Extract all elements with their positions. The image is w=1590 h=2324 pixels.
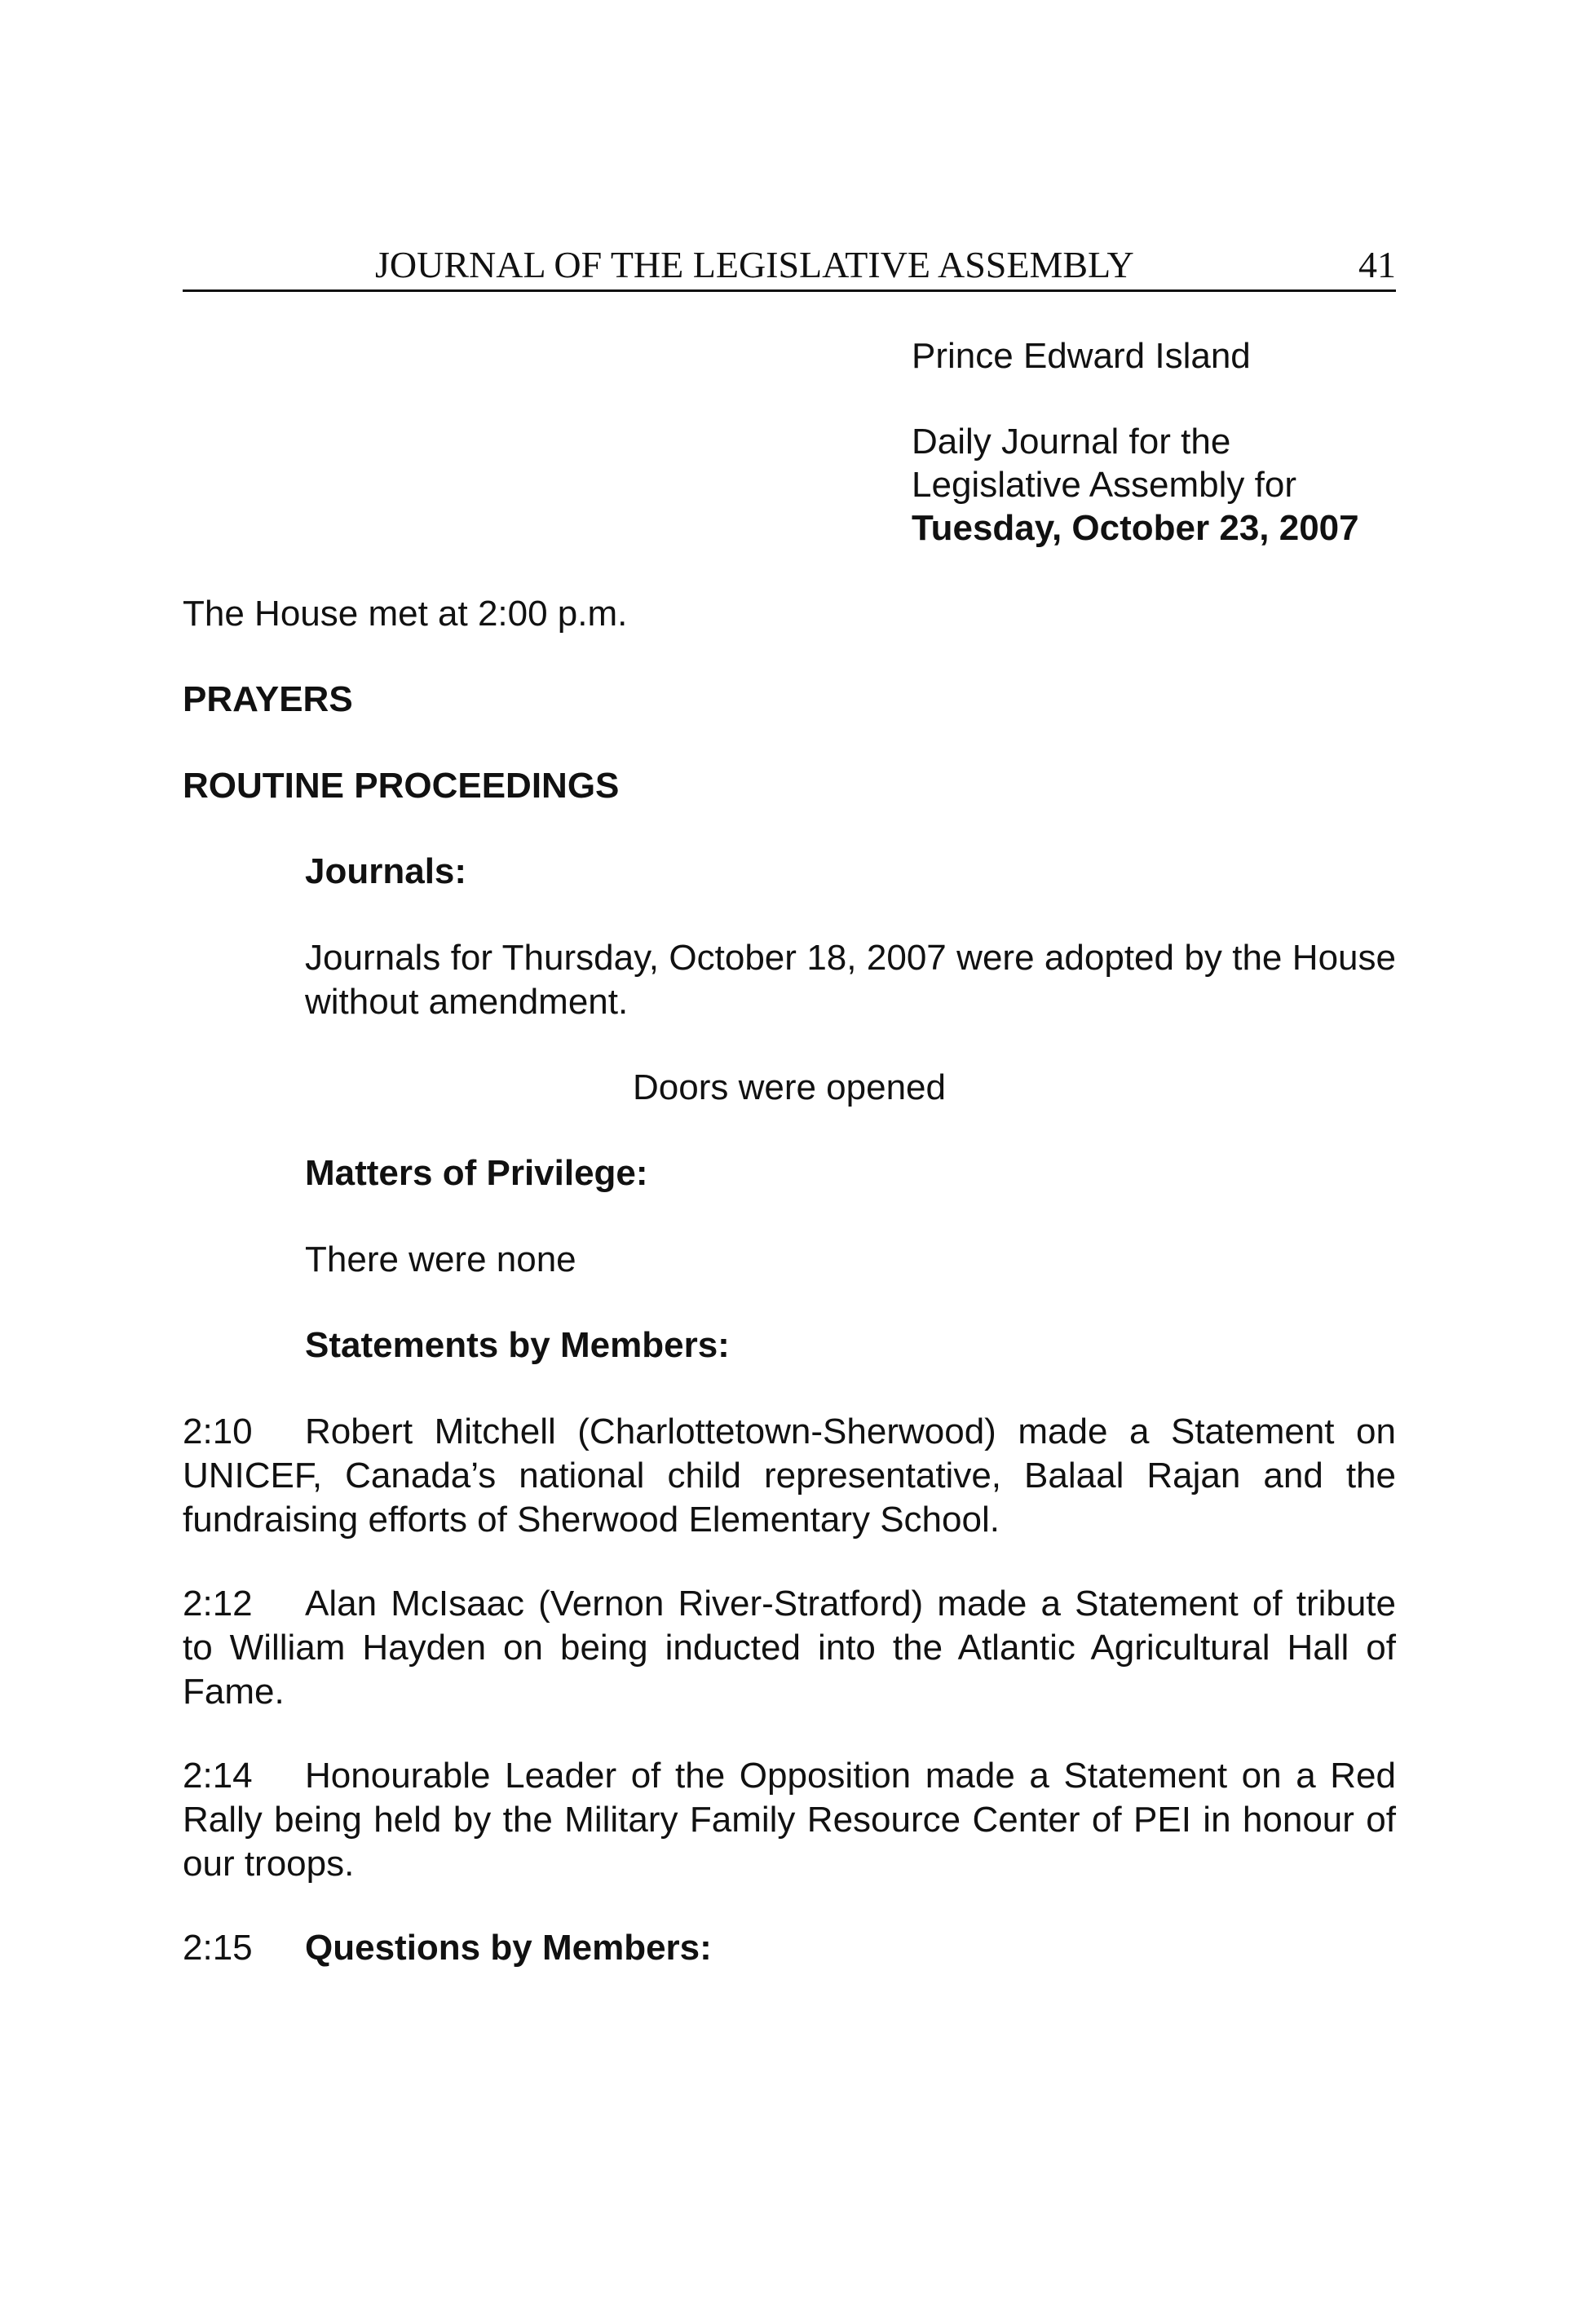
doors-opened-text: Doors were opened (632, 1067, 946, 1107)
privilege-heading: Matters of Privilege: (305, 1153, 648, 1193)
province-name: Prince Edward Island (912, 336, 1251, 376)
journals-heading: Journals: (305, 851, 467, 891)
questions-heading: Questions by Members: (305, 1928, 712, 1968)
journals-text: Journals for Thursday, October 18, 2007 were adopted by the House without amendment. (305, 938, 1396, 1022)
journal-line-1: Daily Journal for the (912, 422, 1231, 462)
page-number: 41 (1358, 244, 1396, 285)
prayers-heading: PRAYERS (183, 679, 353, 719)
statement-time: 2:10 (183, 1412, 253, 1451)
journal-header-title: JOURNAL OF THE LEGISLATIVE ASSEMBLY (375, 244, 1134, 285)
routine-proceedings-heading: ROUTINE PROCEEDINGS (183, 766, 620, 806)
privilege-text: There were none (305, 1239, 576, 1279)
statements-heading: Statements by Members: (305, 1325, 730, 1365)
statement-text: Alan McIsaac (Vernon River-Stratford) made a Statement of tribute to William Hayden on being inducted into the Atlantic Agricultural Hall of Fame. (183, 1584, 1396, 1712)
statement-text: Robert Mitchell (Charlottetown-Sherwood) made a Statement on UNICEF, Canada’s national child representative, Balaal Rajan and the fundraising efforts of Sherwood Elementary School. (183, 1412, 1396, 1540)
questions-line (183, 1926, 712, 1970)
header-rule (183, 289, 1396, 292)
statement-time: 2:12 (183, 1584, 253, 1624)
statement-item (183, 1582, 1396, 1714)
journal-date: Tuesday, October 23, 2007 (912, 508, 1359, 548)
statement-text: Honourable Leader of the Opposition made a Statement on a Red Rally being held by the Military Family Resource Center of PEI in honour of our troops. (183, 1756, 1396, 1884)
questions-time: 2:15 (183, 1928, 253, 1968)
statement-time: 2:14 (183, 1756, 253, 1796)
statement-item (183, 1410, 1396, 1542)
house-met-text: The House met at 2:00 p.m. (183, 594, 628, 634)
journal-line-2: Legislative Assembly for (912, 465, 1296, 505)
statement-item (183, 1754, 1396, 1886)
